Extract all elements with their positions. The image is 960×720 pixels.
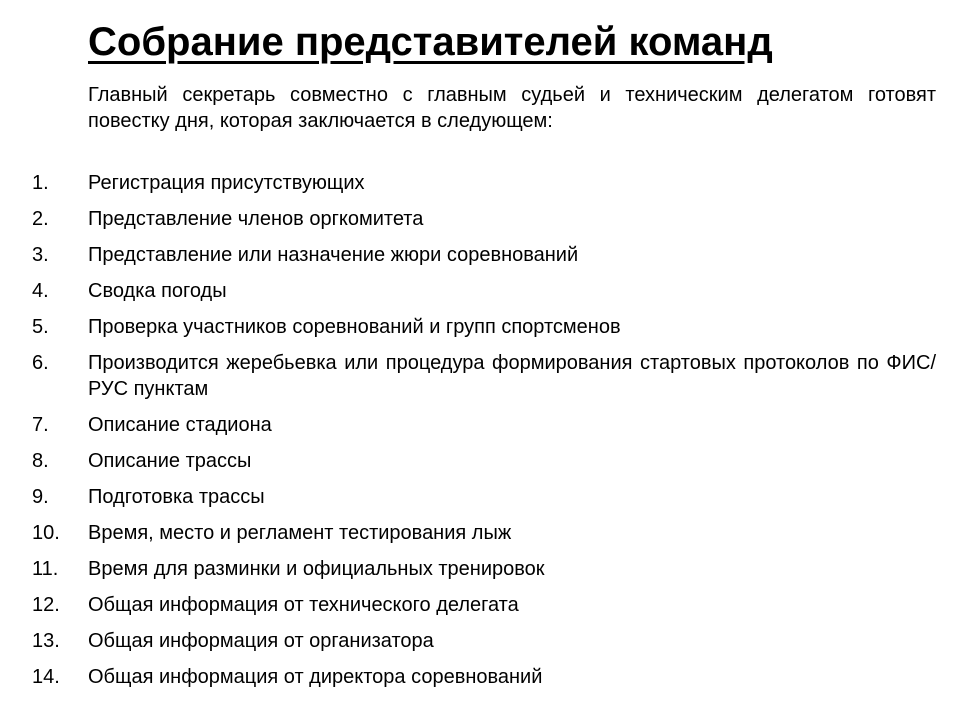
list-item	[32, 314, 936, 340]
item-text: Сводка погоды	[88, 280, 227, 302]
agenda-list	[32, 170, 936, 700]
list-item	[32, 206, 936, 232]
item-text: Проверка участников соревнований и групп спортсменов	[88, 316, 621, 338]
list-item	[32, 592, 936, 618]
item-text: Подготовка трассы	[88, 486, 265, 508]
item-text: Представление или назначение жюри соревнований	[88, 244, 579, 266]
item-number: 13.	[32, 630, 60, 652]
item-text: Общая информация от директора соревнований	[88, 666, 543, 688]
list-item	[32, 556, 936, 582]
item-text: Описание стадиона	[88, 414, 272, 436]
item-number: 11.	[32, 558, 59, 580]
item-number: 8.	[32, 450, 49, 472]
item-text: Время для разминки и официальных тренировок	[88, 558, 545, 580]
list-item	[32, 278, 936, 304]
list-item	[32, 350, 936, 402]
item-number: 6.	[32, 352, 49, 374]
item-text: Общая информация от организатора	[88, 630, 434, 652]
item-number: 14.	[32, 666, 60, 688]
item-text: Представление членов оргкомитета	[88, 208, 424, 230]
item-number: 9.	[32, 486, 49, 508]
slide-title: Собрание представителей команд	[88, 20, 773, 64]
list-item	[32, 412, 936, 438]
item-number: 2.	[32, 208, 49, 230]
item-text: Регистрация присутствующих	[88, 172, 365, 194]
item-number: 4.	[32, 280, 49, 302]
list-item	[32, 520, 936, 546]
item-text: Производится жеребьевка или процедура формирования стартовых протоколов по ФИС/РУС пунктам	[88, 352, 936, 400]
list-item	[32, 242, 936, 268]
item-number: 3.	[32, 244, 49, 266]
item-number: 1.	[32, 172, 49, 194]
item-number: 12.	[32, 594, 60, 616]
list-item	[32, 484, 936, 510]
item-text: Описание трассы	[88, 450, 252, 472]
intro-paragraph: Главный секретарь совместно с главным судьей и техническим делегатом готовят повестку дня, которая заключается в следующем:	[88, 84, 936, 132]
item-text: Общая информация от технического делегата	[88, 594, 519, 616]
item-number: 5.	[32, 316, 49, 338]
list-item	[32, 628, 936, 654]
list-item	[32, 664, 936, 690]
list-item	[32, 448, 936, 474]
item-number: 7.	[32, 414, 49, 436]
item-number: 10.	[32, 522, 60, 544]
list-item	[32, 170, 936, 196]
item-text: Время, место и регламент тестирования лыж	[88, 522, 512, 544]
